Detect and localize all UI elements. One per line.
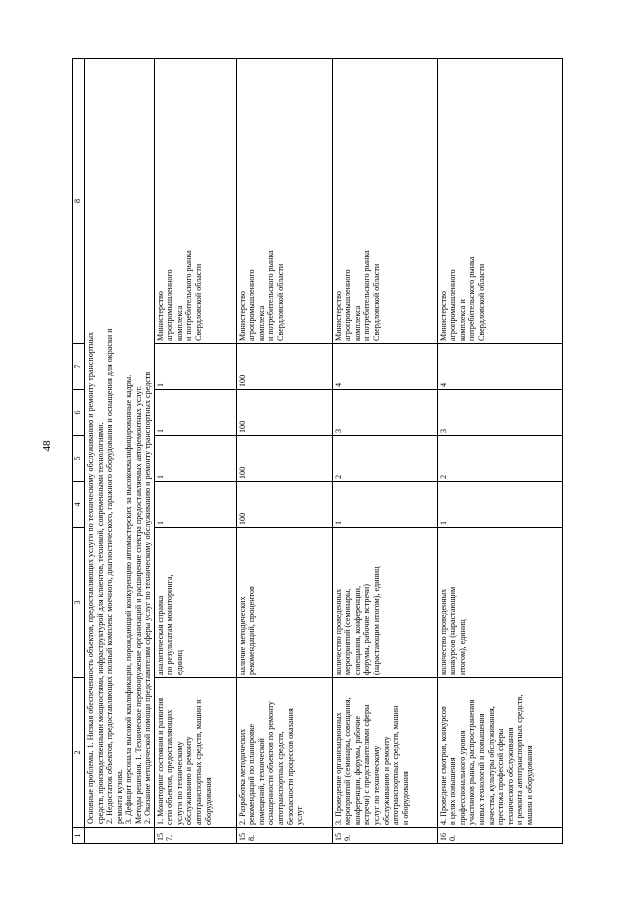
value-cell: 1 <box>154 390 236 436</box>
value-cell: 100 <box>236 344 332 390</box>
table-row <box>437 59 562 844</box>
measures-table <box>72 58 563 844</box>
header-cell: 6 <box>73 390 85 436</box>
header-cell: 4 <box>73 482 85 528</box>
value-cell: 100 <box>236 482 332 528</box>
rotated-table-container <box>72 59 600 844</box>
row-number: 158. <box>236 828 332 844</box>
measure-cell: 3. Проведение организационных мероприятий (семинары, совещания, конференции, форумы, рабочие встречи) с представителями сферы услуг по техническому обслуживанию и ремонту автотранспортных средств, машин и оборудования <box>332 678 437 828</box>
section-line: 2. Недостаток объектов, предоставляющих полный комплекс моечного, диагностического, гаражного оборудования и оснащения для окраски и <box>105 328 115 824</box>
executor-cell: Министерство агропромышленного комплекса и потребительского рынка Свердловской области <box>437 59 562 344</box>
header-cell: 3 <box>73 528 85 678</box>
value-cell: 3 <box>332 390 437 436</box>
header-cell: 5 <box>73 436 85 482</box>
header-cell: 8 <box>73 59 85 344</box>
page-number: 48 <box>41 440 53 452</box>
value-cell: 4 <box>437 344 562 390</box>
row-number: 159. <box>332 828 437 844</box>
row-number: 157. <box>154 828 236 844</box>
value-cell: 1 <box>332 482 437 528</box>
measure-cell: 4. Проведение смотров, конкурсов в целях повышения профессионального уровня участников рынка, распространения новых технологий и повышения качества, культуры обслуживания, престижа профессий сферы технического обслуживания и ремонта автотранспортных средств, машин и оборудования <box>437 678 562 828</box>
table-row <box>154 59 236 844</box>
executor-cell: Министерство агропромышленного комплекса и потребительского рынка Свердловской области <box>236 59 332 344</box>
header-cell: 1 <box>73 828 85 844</box>
measure-cell: 2. Разработка методических рекомендаций по планировке помещений, технической оснащенности объектов по ремонту автотранспортных средств, безопасности процессов оказания услуг <box>236 678 332 828</box>
section-row <box>85 59 155 844</box>
value-cell: 1 <box>437 482 562 528</box>
executor-cell: Министерство агропромышленного комплекса и потребительского рынка Свердловской области <box>154 59 236 344</box>
section-line: ремонта кузова. <box>114 769 124 824</box>
table-row <box>236 59 332 844</box>
value-cell: 2 <box>332 436 437 482</box>
value-cell: 3 <box>437 390 562 436</box>
section-description <box>85 59 155 828</box>
indicator-cell: количество проведенных конкурсов (нарастающим итогом), единиц <box>437 528 562 678</box>
header-cell: 7 <box>73 344 85 390</box>
table-row <box>332 59 437 844</box>
value-cell: 1 <box>154 482 236 528</box>
section-line: Основные проблемы. 1. Низкая обеспеченность объектов, предоставляющих услуги по техническому обслуживанию и ремонту транспортных <box>86 331 95 824</box>
indicator-cell: аналитическая справка по результатам мониторинга, единиц <box>154 528 236 678</box>
section-line: Методы решения. 1. Техническое перевооружение организаций и расширение спектра предоставляемых авторемонтных услуг. <box>133 385 143 824</box>
section-line: средств, производственными мощностями, инфраструктурой для клиентов, техникой, современными технологиями. <box>95 422 105 824</box>
value-cell: 100 <box>236 390 332 436</box>
header-row <box>73 59 85 844</box>
section-line: 3. Дефицит персонала высокой квалификации, порождающий конкуренцию автомастерских за высококвалифицированные кадры. <box>124 374 134 824</box>
row-number: 160. <box>437 828 562 844</box>
section-line: 2. Оказание методической помощи представителям сферы услуг по техническому обслуживанию и ремонту транспортных средств <box>143 371 153 824</box>
measure-cell: 1. Мониторинг состояния и развития сети объектов, предоставляющих услуги по техническому обслуживанию и ремонту автотранспортных средств, машин и оборудования <box>154 678 236 828</box>
indicator-cell: количество проведенных мероприятий (семинары, совещания, конференции, форумы, рабочие встречи) (нарастающим итогом), единиц <box>332 528 437 678</box>
value-cell: 1 <box>154 436 236 482</box>
value-cell: 1 <box>154 344 236 390</box>
header-cell: 2 <box>73 678 85 828</box>
value-cell: 4 <box>332 344 437 390</box>
value-cell: 2 <box>437 436 562 482</box>
value-cell: 100 <box>236 436 332 482</box>
executor-cell: Министерство агропромышленного комплекса и потребительского рынка Свердловской области <box>332 59 437 344</box>
indicator-cell: наличие методических рекомендаций, процентов <box>236 528 332 678</box>
